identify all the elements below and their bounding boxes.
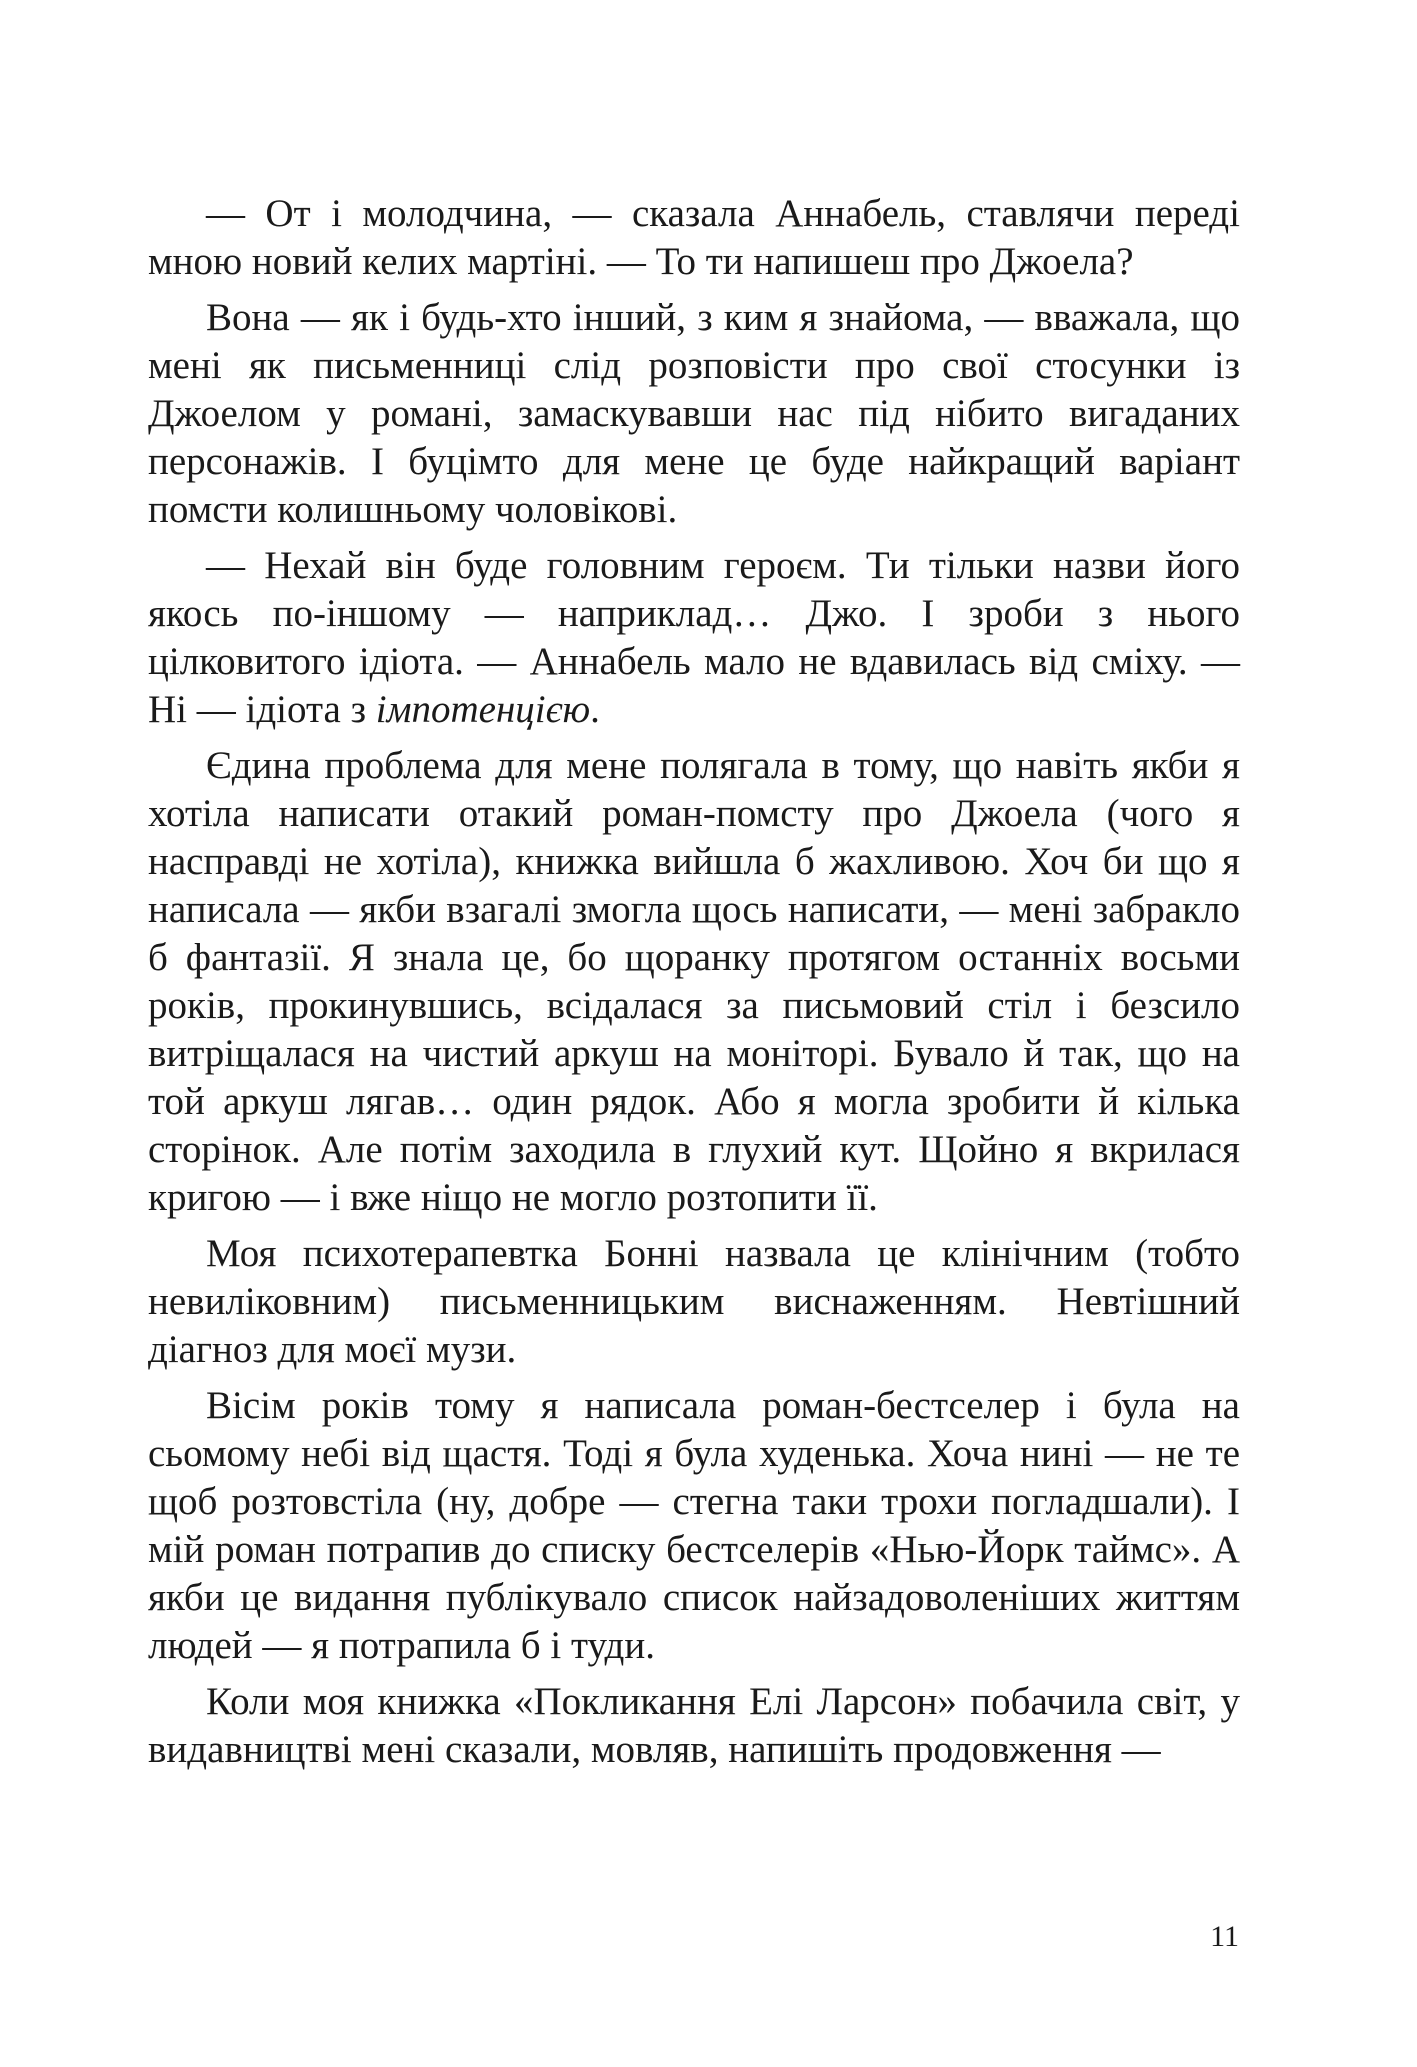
paragraph-4: Єдина проблема для мене полягала в тому, що навіть якби я хотіла написати отакий роман-помсту про Джоела (чого я насправді не хотіла), книжка вийшла б жахливою. Хоч би що я написала — якби взагалі змогла щось написати, — мені забракло б фантазії. Я знала це, бо щоранку протягом останніх восьми років, прокинувшись, всідалася за письмовий стіл і безсило витріщалася на чистий аркуш на моніторі. Бувало й так, що на той аркуш лягав… один рядок. Або я могла зробити й кілька сторінок. Але потім заходила в глухий кут. Щойно я вкрилася кригою — і вже ніщо не могло розтопити її. (148, 744, 1240, 1219)
paragraph-6: Вісім років тому я написала роман-бестселер і була на сьомому небі від щастя. Тоді я була худенька. Хоча нині — не те щоб розтовстіла (ну, добре — стегна таки трохи погладшали). І мій роман потрапив до списку бестселерів «Нью-Йорк таймс». А якби це видання публікувало список найзадоволеніших життям людей — я потрапила б і туди. (148, 1384, 1240, 1667)
body-text (148, 190, 1240, 1782)
page-number: 11 (1210, 1920, 1239, 1953)
paragraph-3 (148, 542, 1240, 734)
paragraph-3-text: — Нехай він буде головним героєм. Ти тільки назви його якось по-іншому — наприклад… Джо. І зроби з нього цілковитого ідіота. — Аннабель мало не вдавилась від сміху. — Ні — ідіота з (148, 544, 1240, 731)
paragraph-5: Моя психотерапевтка Бонні назвала це клінічним (тобто невиліковним) письменницьким виснаженням. Невтішний діагноз для моєї музи. (148, 1232, 1240, 1371)
paragraph-3-after: . (590, 688, 600, 731)
paragraph-3-emphasis: імпотенцією (375, 688, 591, 731)
paragraph-7: Коли моя книжка «Покликання Елі Ларсон» побачила світ, у видавництві мені сказали, мовляв, напишіть продовження — (148, 1680, 1240, 1771)
paragraph-1: — От і молодчина, — сказала Аннабель, ставлячи переді мною новий келих мартіні. — То ти напишеш про Джоела? (148, 192, 1240, 283)
paragraph-2: Вона — як і будь-хто інший, з ким я знайома, — вважала, що мені як письменниці слід розповісти про свої стосунки із Джоелом у романі, замаскувавши нас під нібито вигаданих персонажів. І буцімто для мене це буде найкращий варіант помсти колишньому чоловікові. (148, 296, 1240, 531)
